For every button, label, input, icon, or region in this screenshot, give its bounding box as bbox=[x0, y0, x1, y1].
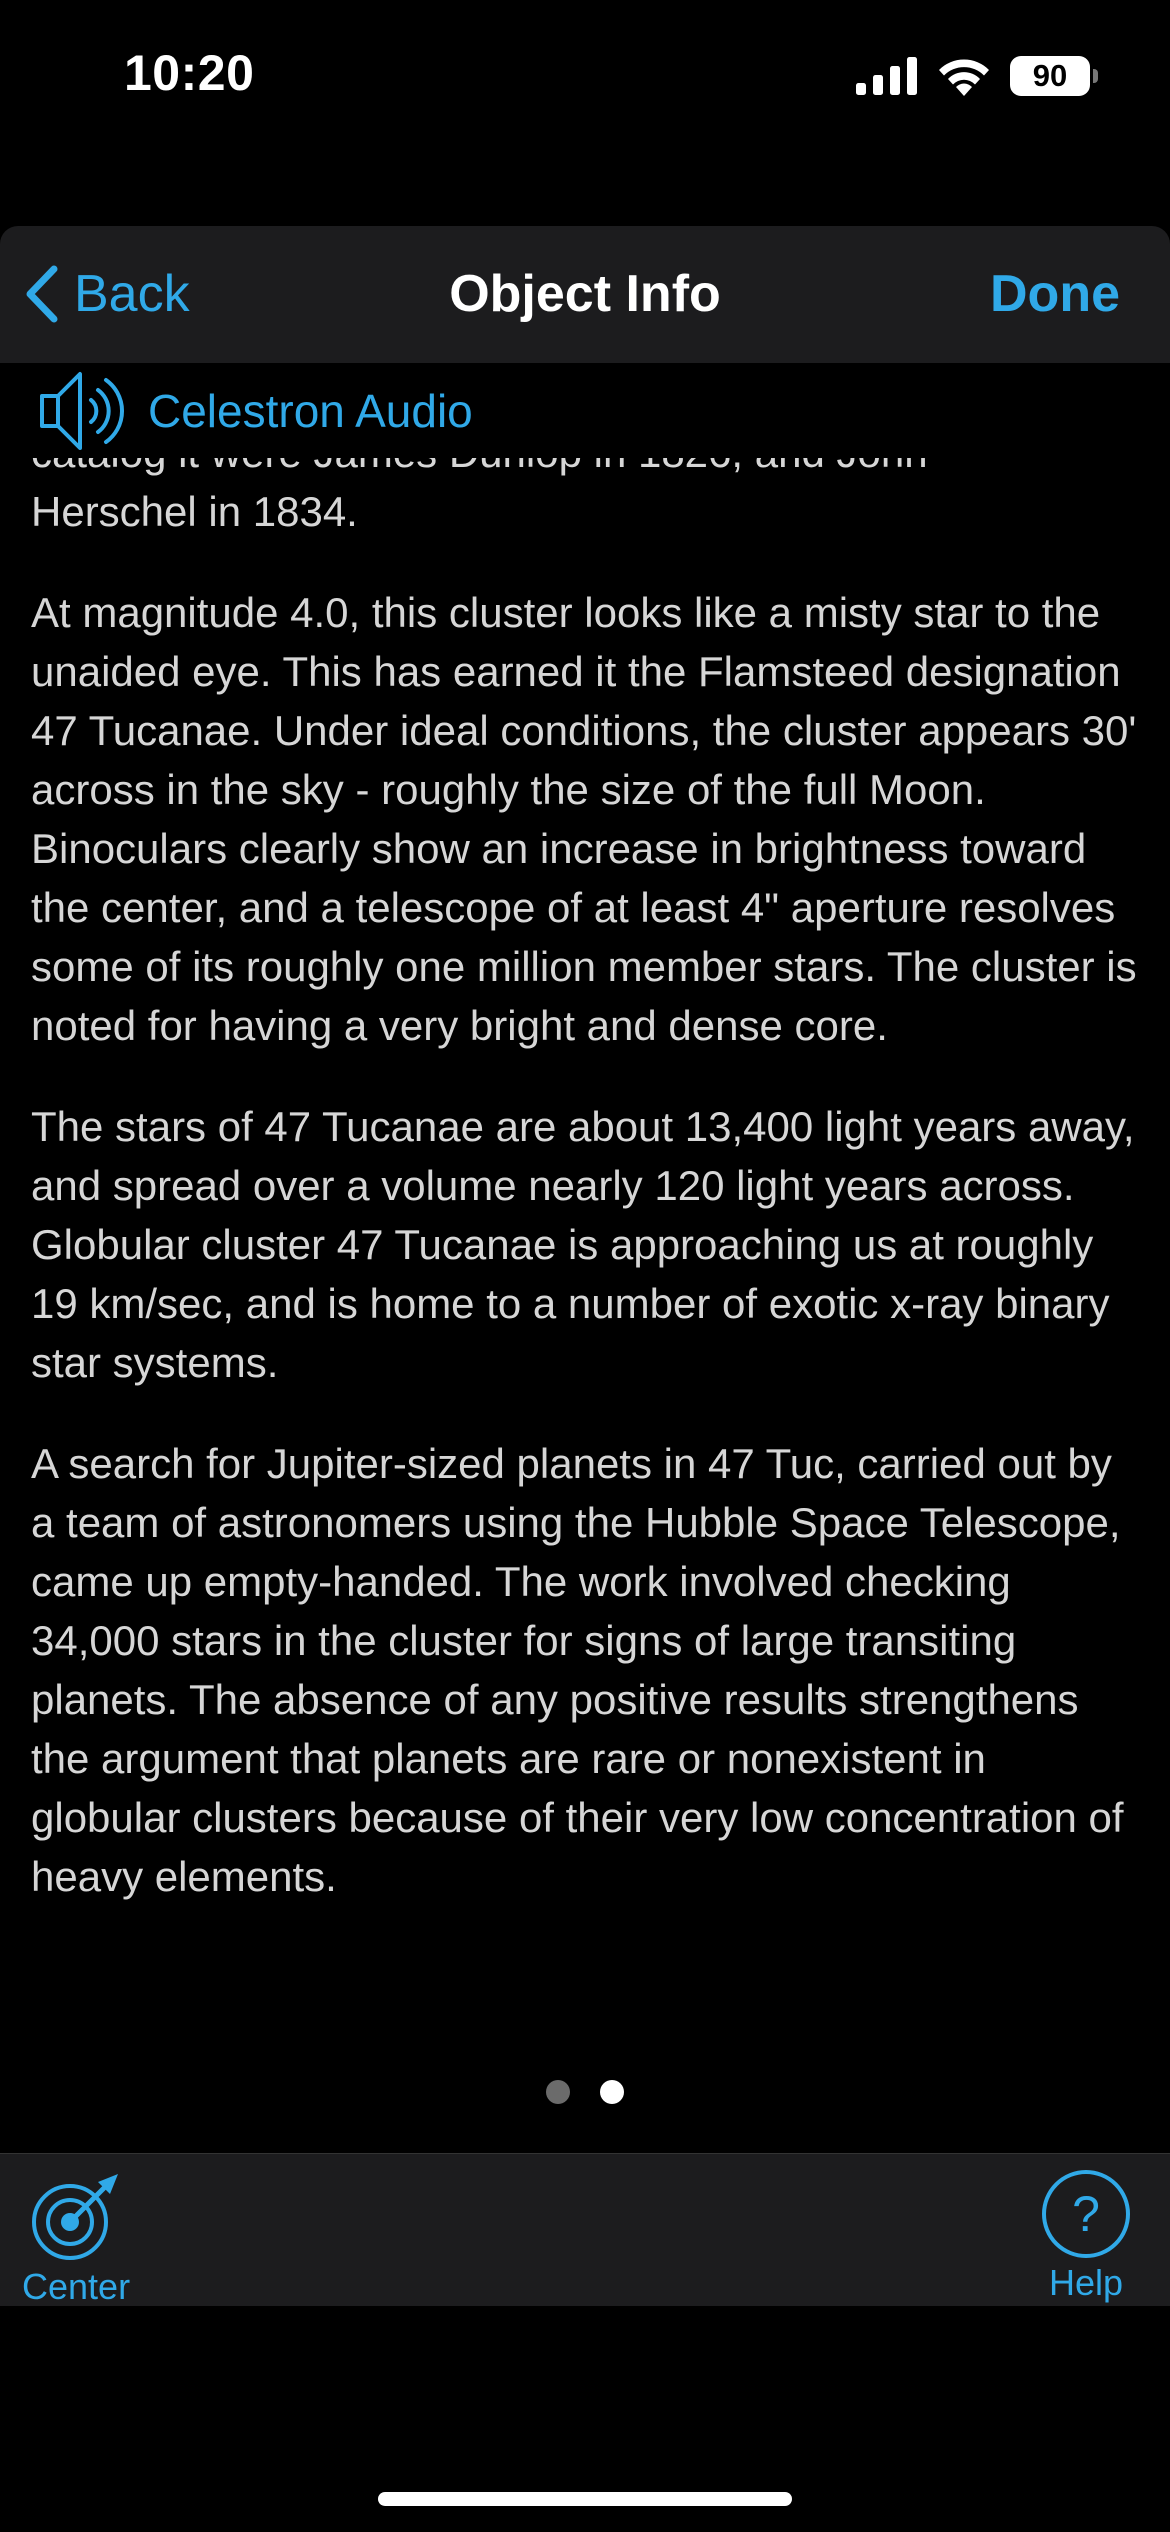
center-button-label: Center bbox=[22, 2266, 131, 2307]
status-icons bbox=[856, 56, 1090, 96]
back-button[interactable] bbox=[24, 258, 190, 330]
page-indicator[interactable] bbox=[0, 2080, 1170, 2104]
page-title: Object Info bbox=[449, 265, 721, 323]
help-button[interactable] bbox=[1040, 2168, 1132, 2304]
chevron-left-icon bbox=[24, 265, 60, 323]
target-icon bbox=[28, 2168, 124, 2264]
home-indicator[interactable] bbox=[378, 2492, 792, 2506]
bottom-toolbar bbox=[0, 2153, 1170, 2306]
center-button[interactable] bbox=[22, 2168, 130, 2308]
cellular-signal-icon bbox=[856, 57, 918, 95]
celestron-audio-link[interactable]: Celestron Audio bbox=[148, 384, 473, 437]
celestron-audio-row[interactable] bbox=[0, 363, 1170, 458]
battery-icon: 90 bbox=[1010, 56, 1090, 96]
description-paragraph-2: At magnitude 4.0, this cluster looks like a misty star to the unaided eye. This has earned it the Flamsteed designation 47 Tucanae. Under ideal conditions, the cluster appears 30' across in the sky - roughly the size of the full Moon. Binoculars clearly show an increase in brightness toward the center, and a telescope of at least 4" aperture resolves some of its roughly one million member stars. The cluster is noted for having a very bright and dense core. bbox=[31, 589, 1137, 1049]
wifi-icon bbox=[936, 56, 992, 96]
back-button-label: Back bbox=[74, 265, 190, 323]
done-button[interactable]: Done bbox=[990, 265, 1120, 323]
page-dot-2[interactable] bbox=[600, 2080, 624, 2104]
help-icon bbox=[1040, 2168, 1132, 2260]
status-bar bbox=[0, 0, 1170, 160]
description-paragraph-4: A search for Jupiter-sized planets in 47 Tuc, carried out by a team of astronomers using the Hubble Space Telescope, came up empty-handed. The work involved checking 34,000 stars in the cluster for signs of large transiting planets. The absence of any positive results strengthens the argument that planets are rare or nonexistent in globular clusters because of their very low concentration of heavy elements. bbox=[31, 1440, 1124, 1900]
object-info-content[interactable] bbox=[0, 363, 1170, 2153]
status-time: 10:20 bbox=[124, 45, 255, 101]
svg-text:?: ? bbox=[1072, 2186, 1100, 2242]
navigation-bar bbox=[0, 226, 1170, 363]
speaker-icon bbox=[36, 366, 132, 456]
description-paragraph-3: The stars of 47 Tucanae are about 13,400 light years away, and spread over a volume nearly 120 light years across. Globular cluster 47 Tucanae is approaching us at roughly 19 km/sec, and is home to a number of exotic x-ray binary star systems. bbox=[31, 1103, 1135, 1386]
page-dot-1[interactable] bbox=[546, 2080, 570, 2104]
help-button-label: Help bbox=[1048, 2262, 1124, 2303]
description-paragraph-1: Herschel in 1834. bbox=[31, 488, 358, 535]
description-text bbox=[31, 423, 1146, 1948]
